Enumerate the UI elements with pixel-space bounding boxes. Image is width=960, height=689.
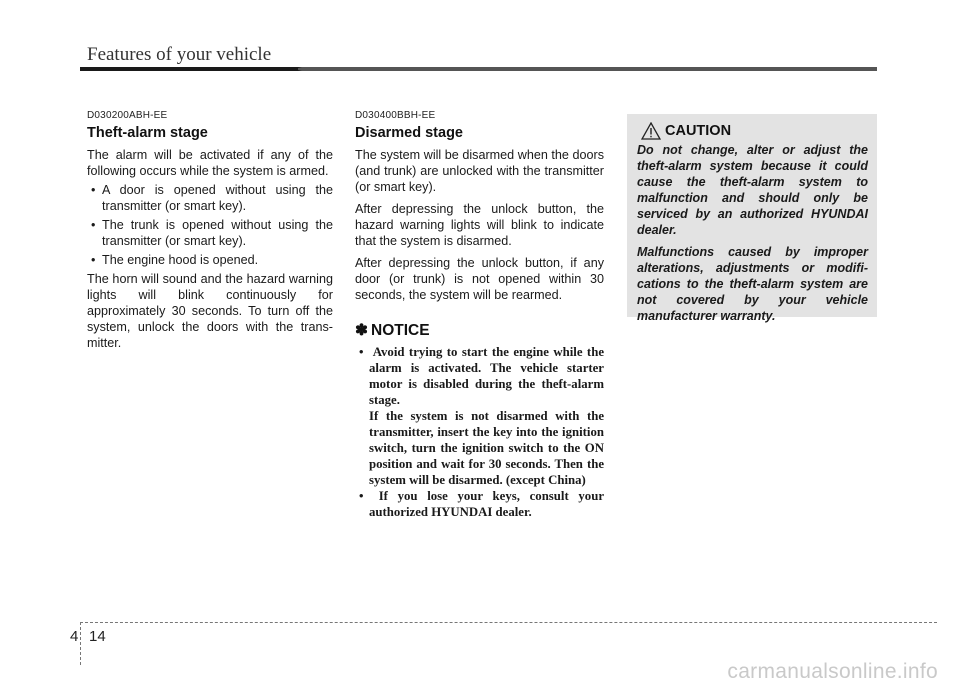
caution-paragraph: Do not change, alter or adjust the theft-alarm system because it could cause the theft-alarm system to malfunction and should only be serviced by an authorized HYUNDAI dealer.: [637, 143, 868, 237]
caution-box: [627, 114, 877, 323]
footer-rule: [80, 622, 937, 623]
section-code: D030200ABH-EE: [87, 110, 168, 121]
caution-header: [637, 122, 868, 140]
page-header-title: Features of your vehicle: [87, 44, 272, 65]
list-item: • The trunk is opened without using the transmitter (or smart key).: [87, 217, 333, 249]
list-item: • The engine hood is opened.: [87, 252, 333, 268]
section-heading: Disarmed stage: [355, 125, 463, 141]
notice-item-text: Avoid trying to start the engine while the alarm is activated. The vehicle starter motor is disabled during the theft-alarm stage.: [369, 345, 604, 407]
section-code: D030400BBH-EE: [355, 110, 436, 121]
notice-heading: [355, 321, 604, 340]
caution-title: CAUTION: [665, 123, 732, 139]
notice-title: NOTICE: [371, 322, 430, 339]
theft-alarm-section: [87, 110, 333, 352]
trigger-list: [87, 182, 333, 268]
header-rule: [80, 67, 877, 71]
list-item: • A door is opened without using the transmitter (or smart key).: [87, 182, 333, 214]
page-number: 14: [89, 628, 106, 645]
notice-star-icon: ✽: [355, 322, 368, 339]
chapter-number: 4: [70, 628, 79, 645]
notice-item-text: If you lose your keys, consult your authorized HYUNDAI dealer.: [369, 489, 604, 519]
watermark: carmanualsonline.info: [727, 660, 938, 683]
body-paragraph: After depressing the unlock button, the hazard warning lights will blink to indicate that the system is disarmed.: [355, 202, 604, 248]
caution-paragraph: Malfunctions caused by improper alterations, adjustments or modifi- cations to the theft-alarm system are not covered by your vehicle manufacturer warranty.: [637, 245, 868, 323]
warning-triangle-icon: [641, 122, 661, 140]
notice-list: [355, 344, 604, 520]
closing-paragraph: The horn will sound and the hazard warning lights will blink continuously for approximately 30 seconds. To turn off the system, unlock the doors with the trans- mitter.: [87, 272, 333, 350]
intro-paragraph: The alarm will be activated if any of the following occurs while the system is armed.: [87, 148, 333, 178]
notice-item-continuation: If the system is not disarmed with the transmitter, insert the key into the ignition switch, turn the ignition switch to the ON position and wait for 30 seconds. Then the system will be disarmed. (except China): [369, 409, 604, 487]
disarmed-section: [355, 110, 604, 520]
body-paragraph: After depressing the unlock button, if any door (or trunk) is not opened within 30 seconds, the system will be rearmed.: [355, 256, 604, 302]
list-item: [355, 488, 604, 520]
list-item: [355, 344, 604, 488]
footer-divider: [80, 622, 81, 665]
body-paragraph: The system will be disarmed when the doors (and trunk) are unlocked with the transmitter (or smart key).: [355, 148, 604, 194]
section-heading: Theft-alarm stage: [87, 125, 208, 141]
